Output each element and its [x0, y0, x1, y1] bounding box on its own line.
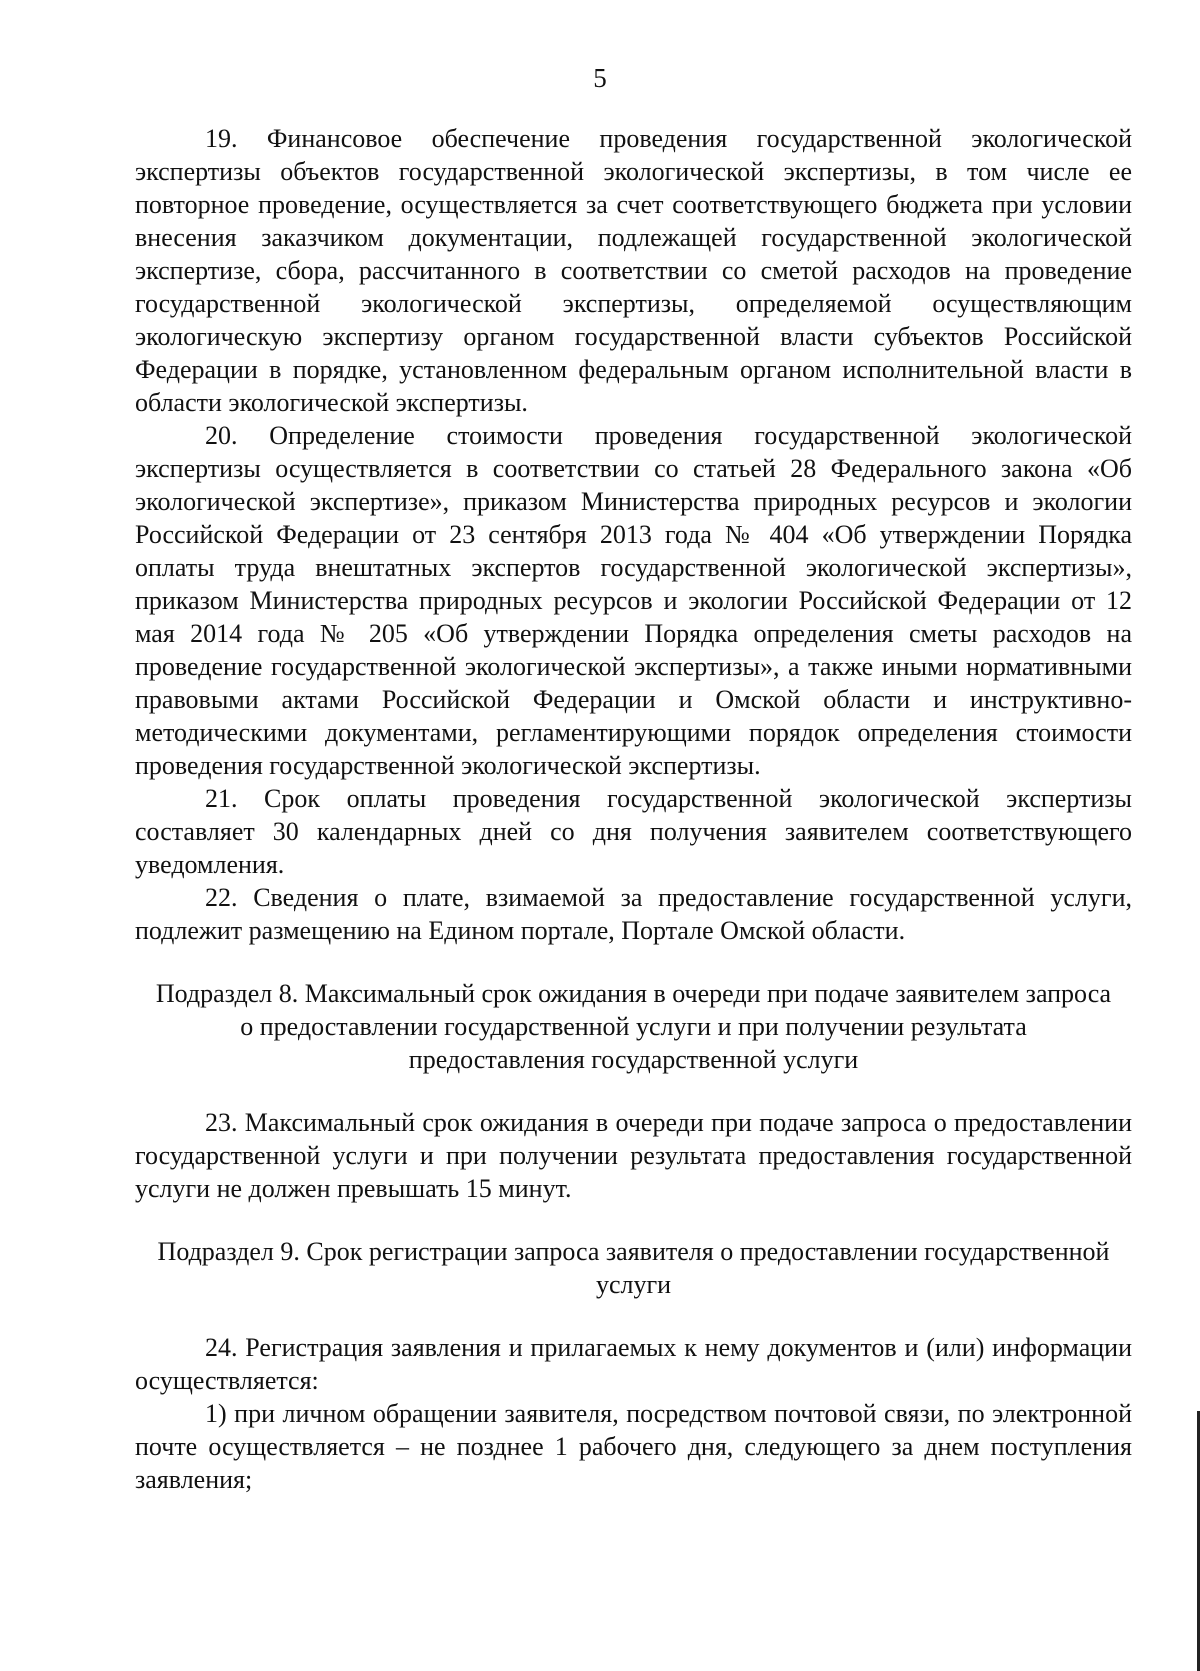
paragraph-24: 24. Регистрация заявления и прилагаемых к нему документов и (или) информации осуществляется: [135, 1333, 1132, 1395]
subsection-9-heading: Подраздел 9. Срок регистрации запроса заявителя о предоставлении государственной услуги [157, 1237, 1110, 1299]
spacer [135, 1205, 1132, 1235]
paragraph-21: 21. Срок оплаты проведения государственной экологической экспертизы составляет 30 календарных дней со дня получения заявителем соответствующего уведомления. [135, 784, 1132, 879]
paragraph-24-item-1: 1) при личном обращении заявителя, посредством почтовой связи, по электронной почте осуществляется – не позднее 1 рабочего дня, следующего за днем поступления заявления; [135, 1399, 1132, 1494]
paragraph-20: 20. Определение стоимости проведения государственной экологической экспертизы осуществляется в соответствии со статьей 28 Федерального закона «Об экологической экспертизе», приказом Министерства природных ресурсов и экологии Российской Федерации от 23 сентября 2013 года № 404 «Об утверждении Порядка оплаты труда внештатных экспертов государственной экологической экспертизы», приказом Министерства природных ресурсов и экологии Российской Федерации от 12 мая 2014 года № 205 «Об утверждении Порядка определения сметы расходов на проведение государственной экологической экспертизы», а также иными нормативными правовыми актами Российской Федерации и Омской области и инструктивно-методическими документами, регламентирующими порядок определения стоимости проведения государственной экологической экспертизы. [135, 421, 1132, 780]
paragraph-22: 22. Сведения о плате, взимаемой за предоставление государственной услуги, подлежит размещению на Едином портале, Портале Омской области. [135, 883, 1132, 945]
paragraph-19: 19. Финансовое обеспечение проведения государственной экологической экспертизы объектов государственной экологической экспертизы, в том числе ее повторное проведение, осуществляется за счет соответствующего бюджета при условии внесения заказчиком документации, подлежащей государственной экологической экспертизе, сбора, рассчитанного в соответствии со сметой расходов на проведение государственной экологической экспертизы, определяемой осуществляющим экологическую экспертизу органом государственной власти субъектов Российской Федерации в порядке, установленном федеральным органом исполнительной власти в области экологической экспертизы. [135, 124, 1132, 417]
paragraph-23: 23. Максимальный срок ожидания в очереди при подаче запроса о предоставлении государственной услуги и при получении результата предоставления государственной услуги не должен превышать 15 минут. [135, 1108, 1132, 1203]
spacer [135, 1076, 1132, 1106]
page-number: 5 [593, 63, 607, 93]
document-body [135, 122, 1132, 1496]
subsection-8-heading: Подраздел 8. Максимальный срок ожидания в очереди при подаче заявителем запроса о предоставлении государственной услуги и при получении результата предоставления государственной услуги [155, 979, 1112, 1074]
spacer [135, 1301, 1132, 1331]
spacer [135, 947, 1132, 977]
